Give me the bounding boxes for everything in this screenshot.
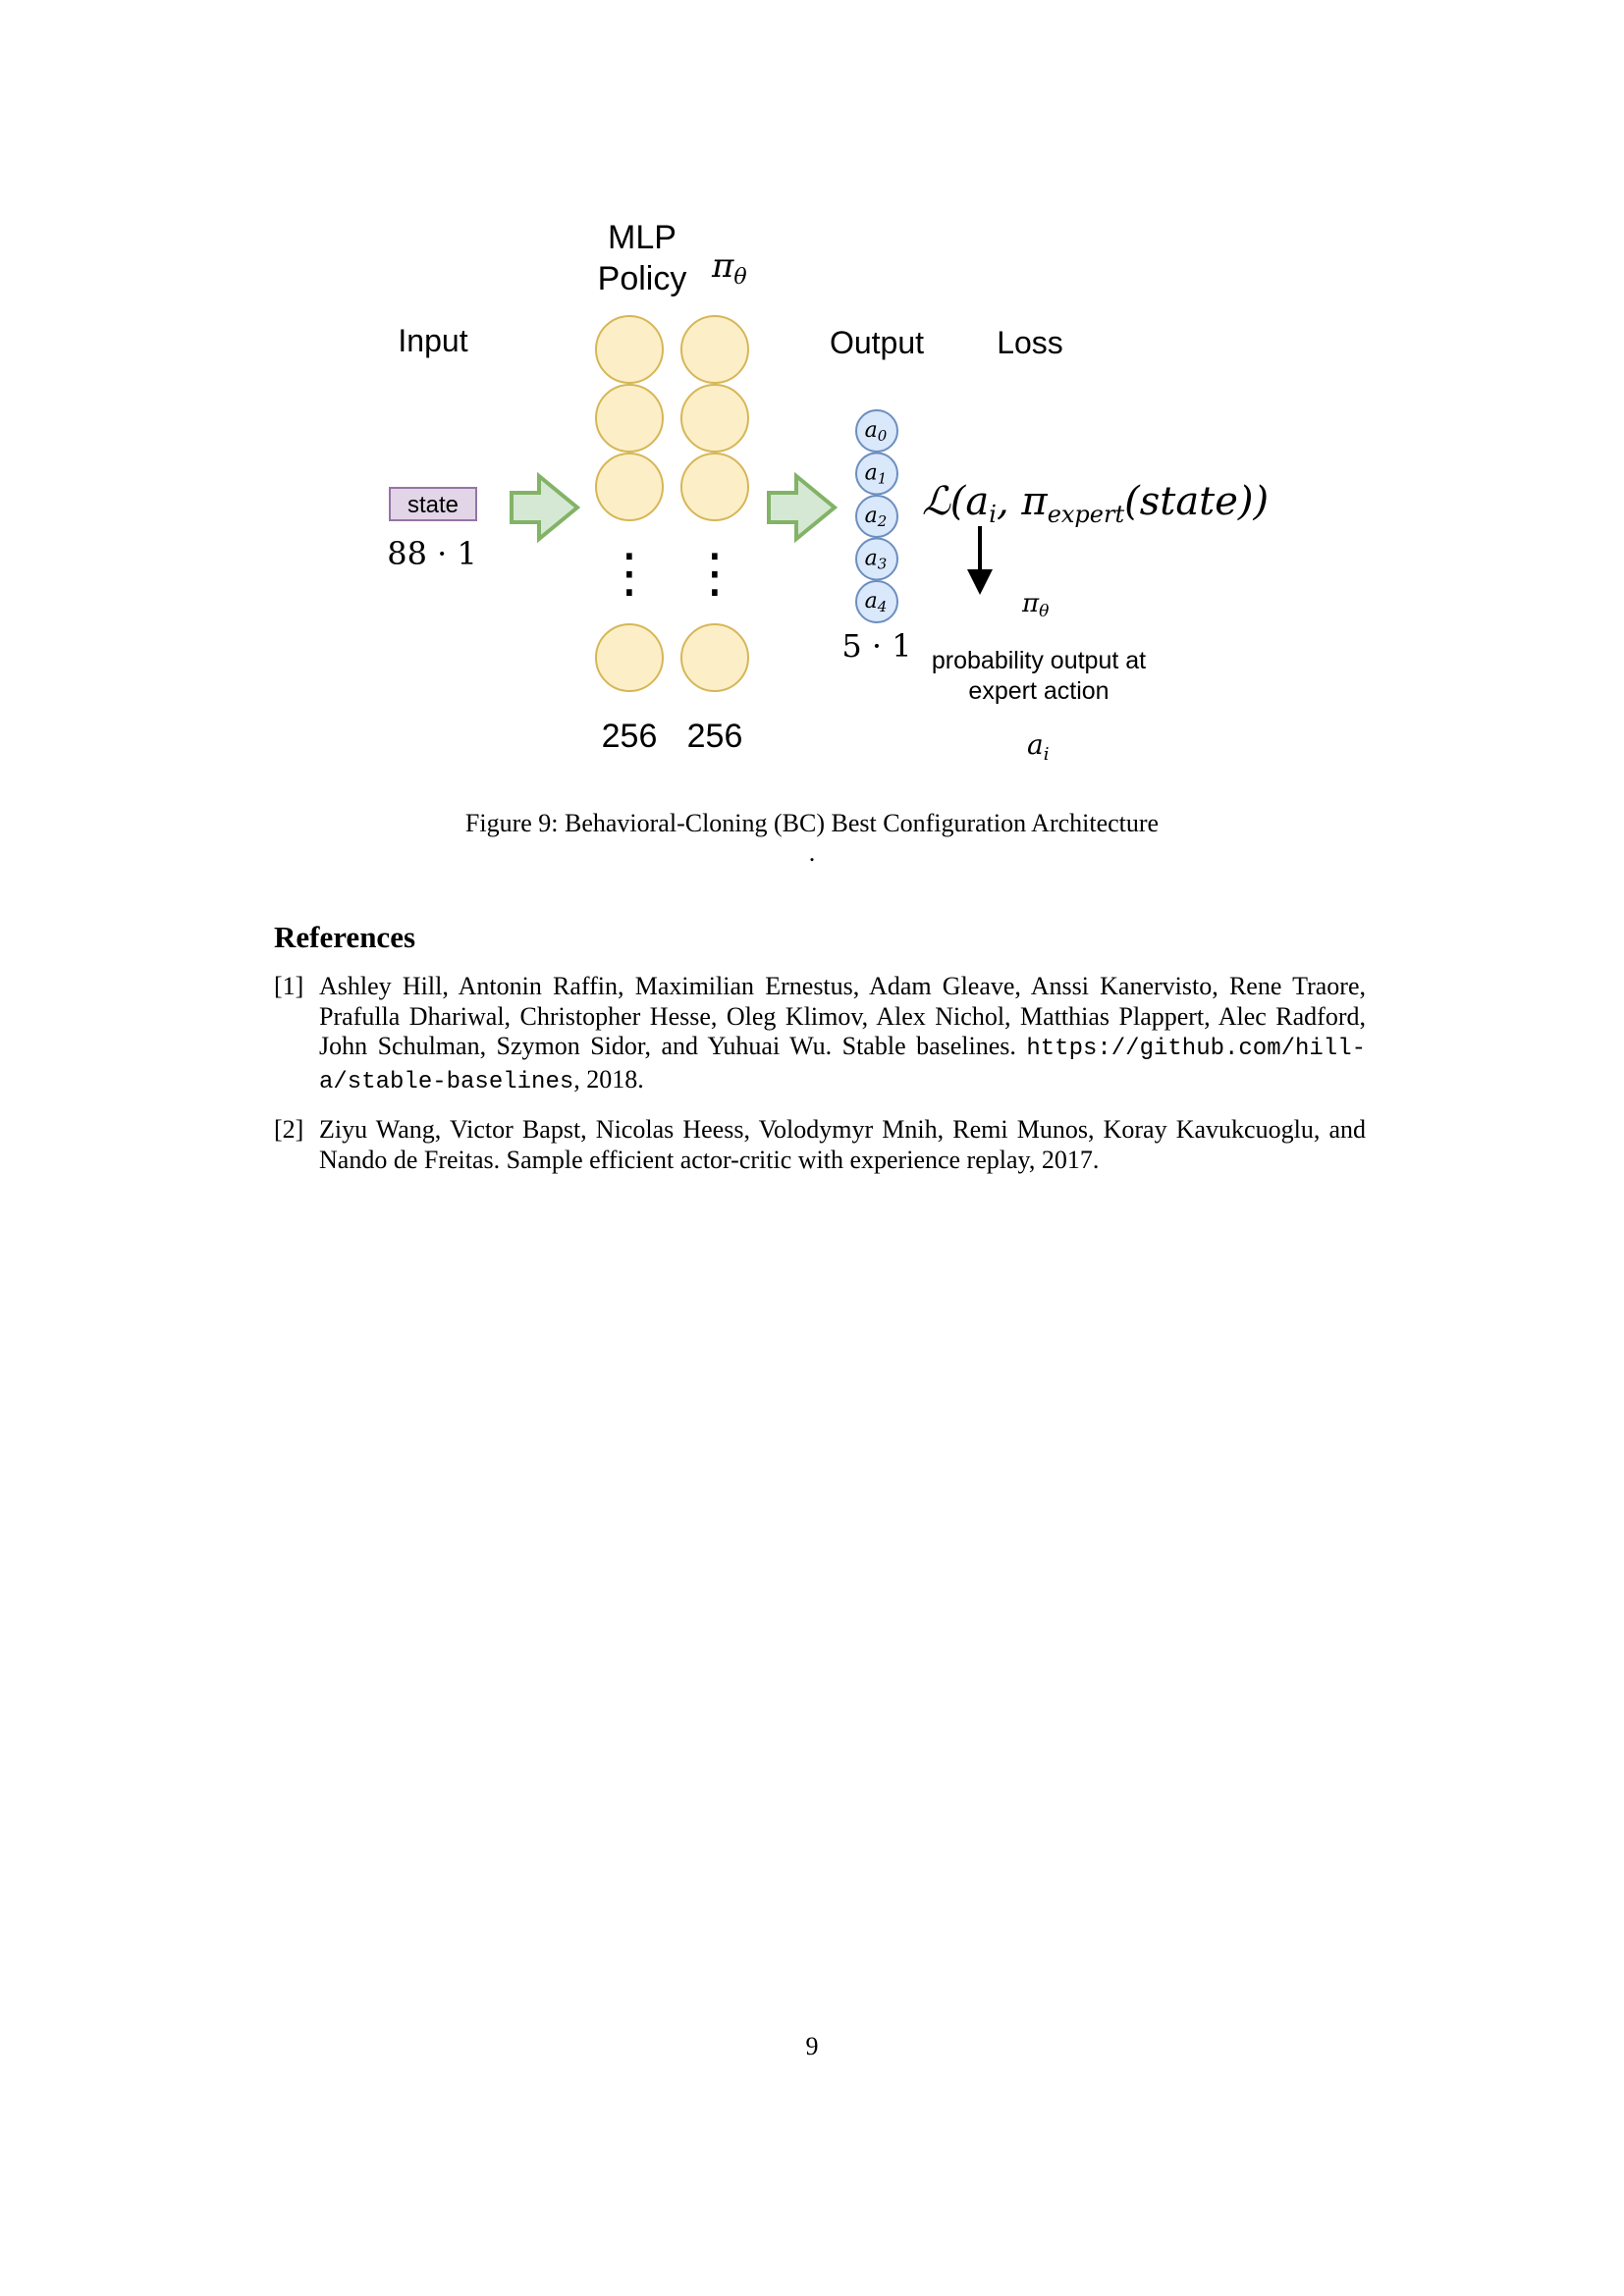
figure-caption: Figure 9: Behavioral-Cloning (BC) Best Configuration Architecture: [464, 809, 1160, 837]
reference-number: [2]: [274, 1115, 304, 1144]
layer2-vdots: ⋮: [688, 542, 741, 604]
input-arrow: [512, 476, 577, 539]
page-number: 9: [805, 2032, 819, 2060]
output-dimension: 5 · 1: [841, 627, 912, 665]
neuron: [681, 454, 748, 520]
reference-item: [274, 1115, 1366, 1175]
loss-label: Loss: [997, 325, 1063, 360]
loss-formula: $ℒ(a_i$, $\pi_{expert}(state)$): [922, 479, 1270, 528]
output-arrow: [769, 476, 835, 539]
layer2-units: 256: [686, 718, 743, 755]
state-label: state: [406, 492, 460, 518]
output-action-label: a1: [864, 460, 888, 488]
expert-action-label: $a_i$: [1027, 728, 1050, 765]
probability-label-line1: probability output at: [931, 647, 1147, 674]
mlp-label-line1: MLP: [608, 219, 677, 256]
state-dimension: 88 · 1: [387, 535, 477, 572]
output-action-label: a2: [864, 504, 888, 530]
neuron: [681, 316, 748, 383]
output-label: Output: [829, 325, 925, 360]
reference-body: Ziyu Wang, Victor Bapst, Nicolas Heess, Volodymyr Mnih, Remi Munos, Koray Kavukcuoglu, and Nando de Freitas. Sample efficient actor-critic with experience replay, 2017.: [319, 1115, 1366, 1174]
reference-url[interactable]: https://github.com/hill-a/stable-baselines: [319, 1036, 1367, 1095]
pi-theta-label-top: $\pi_\theta$: [712, 246, 747, 290]
layer1-units: 256: [601, 718, 658, 755]
neuron: [596, 624, 663, 691]
output-action-label: a4: [864, 589, 888, 615]
bc-architecture-figure: [0, 0, 1624, 785]
caption-dot: .: [808, 838, 816, 867]
hidden-layer-2: [681, 316, 748, 691]
probability-label-line2: expert action: [968, 677, 1110, 705]
references-heading: References: [274, 920, 416, 954]
reference-item: [274, 972, 1366, 1097]
hidden-layer-1: [596, 316, 663, 691]
output-layer: [856, 410, 897, 622]
neuron: [596, 454, 663, 520]
loss-down-arrow-head: [967, 569, 993, 595]
pi-theta-label-right: πθ: [1022, 589, 1050, 621]
neuron: [596, 385, 663, 452]
neuron: [596, 316, 663, 383]
output-action-label: a3: [864, 546, 888, 573]
reference-body: Ashley Hill, Antonin Raffin, Maximilian Ernestus, Adam Gleave, Anssi Kanervisto, Rene Traore, Prafulla Dhariwal, Christopher Hesse, Oleg Klimov, Alex Nichol, Matthias Plappert, Alec Radford, John Schulman, Szymon Sidor, and Yuhuai Wu. Stable baselines. https://github.com/hill-a/stable-baselines, 2018.: [319, 972, 1367, 1095]
input-label: Input: [398, 323, 468, 358]
neuron: [681, 385, 748, 452]
neuron: [681, 624, 748, 691]
mlp-label-line2: Policy: [597, 260, 687, 297]
output-action-label: a0: [864, 418, 888, 445]
layer1-vdots: ⋮: [603, 542, 656, 604]
reference-number: [1]: [274, 972, 304, 1000]
